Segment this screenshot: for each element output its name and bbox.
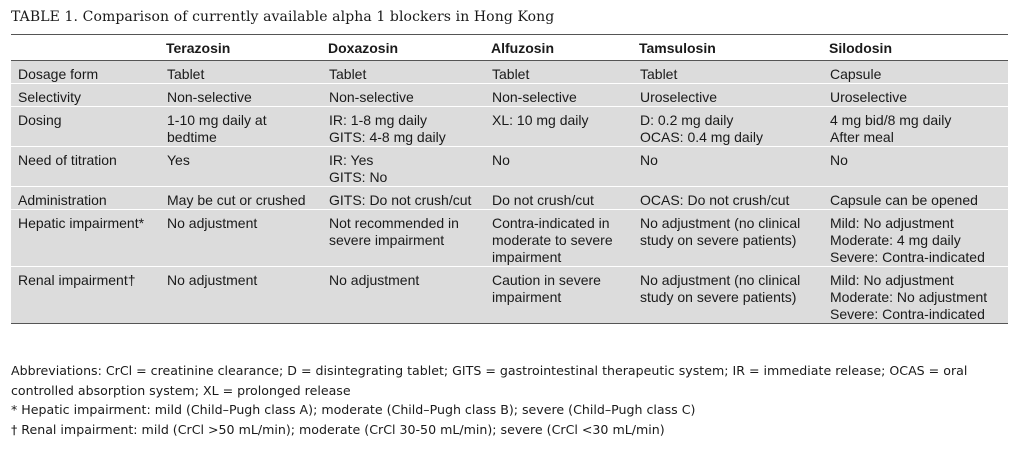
cell-text-line: Severe: Contra-indicated (830, 249, 985, 265)
table-body (11, 61, 1008, 324)
table-row (11, 147, 1008, 187)
cell-text-line: Non-selective (167, 89, 252, 105)
cell-text-line: Moderate: 4 mg daily (830, 232, 961, 248)
cell-text-line: 4 mg bid/8 mg daily (830, 112, 952, 128)
row-label: Selectivity (11, 84, 160, 107)
cell-text-line: Not recommended in (329, 215, 459, 231)
footnote-hepatic: * Hepatic impairment: mild (Child–Pugh class A); moderate (Child–Pugh class B); severe (Child–Pugh class C) (11, 402, 696, 417)
table-cell (633, 84, 823, 107)
cell-text-line: GITS: No (329, 169, 388, 185)
cell-text-line: 1-10 mg daily at (167, 112, 267, 128)
cell-text-line: Mild: No adjustment (830, 272, 954, 288)
table-cell (633, 147, 823, 187)
table-cell (485, 84, 633, 107)
cell-text-line: Mild: No adjustment (830, 215, 954, 231)
cell-text-line: No adjustment (167, 272, 258, 288)
table-cell (160, 267, 322, 324)
cell-text-line: study on severe patients) (640, 289, 797, 305)
table-cell (485, 61, 633, 84)
table-cell (823, 210, 1008, 267)
table-cell (485, 210, 633, 267)
cell-text-line: Non-selective (329, 89, 414, 105)
header-cell-empty (11, 35, 160, 61)
row-label: Hepatic impairment* (11, 210, 160, 267)
table-row (11, 107, 1008, 147)
row-label: Renal impairment† (11, 267, 160, 324)
row-label: Dosage form (11, 61, 160, 84)
table-cell (160, 210, 322, 267)
cell-text-line: GITS: 4-8 mg daily (329, 129, 446, 145)
header-cell-tamsulosin: Tamsulosin (633, 35, 823, 61)
table-cell (633, 107, 823, 147)
header-row (11, 35, 1008, 61)
cell-text-line: moderate to severe (492, 232, 613, 248)
table-cell (322, 267, 485, 324)
table-header (11, 35, 1008, 61)
comparison-table-container (11, 34, 1008, 324)
cell-text-line: impairment (492, 249, 562, 265)
table-cell (322, 107, 485, 147)
table-cell (160, 107, 322, 147)
cell-text-line: Uroselective (640, 89, 718, 105)
table-row (11, 61, 1008, 84)
cell-text-line: Yes (167, 152, 190, 168)
table-cell (485, 107, 633, 147)
cell-text-line: Tablet (492, 66, 530, 82)
table-cell (485, 187, 633, 210)
table-cell (823, 107, 1008, 147)
cell-text-line: Uroselective (830, 89, 908, 105)
cell-text-line: bedtime (167, 129, 217, 145)
cell-text-line: OCAS: Do not crush/cut (640, 192, 790, 208)
cell-text-line: Tablet (167, 66, 205, 82)
table-cell (322, 187, 485, 210)
cell-text-line: severe impairment (329, 232, 445, 248)
cell-text-line: Non-selective (492, 89, 577, 105)
cell-text-line: impairment (492, 289, 562, 305)
cell-text-line: Do not crush/cut (492, 192, 594, 208)
table-cell (633, 210, 823, 267)
row-label: Dosing (11, 107, 160, 147)
table-cell (322, 210, 485, 267)
table-row (11, 84, 1008, 107)
table-cell (322, 147, 485, 187)
table-cell (160, 187, 322, 210)
table-cell (633, 187, 823, 210)
table-cell (160, 84, 322, 107)
table-cell (160, 147, 322, 187)
header-cell-doxazosin: Doxazosin (322, 35, 485, 61)
cell-text-line: Severe: Contra-indicated (830, 306, 985, 322)
cell-text-line: Tablet (329, 66, 367, 82)
row-label: Need of titration (11, 147, 160, 187)
cell-text-line: No adjustment (167, 215, 258, 231)
cell-text-line: No adjustment (no clinical (640, 272, 801, 288)
cell-text-line: No (640, 152, 658, 168)
table-cell (823, 267, 1008, 324)
cell-text-line: No (830, 152, 848, 168)
header-cell-alfuzosin: Alfuzosin (485, 35, 633, 61)
cell-text-line: Caution in severe (492, 272, 601, 288)
table-cell (322, 84, 485, 107)
table-row (11, 210, 1008, 267)
table-cell (823, 84, 1008, 107)
header-cell-silodosin: Silodosin (823, 35, 1008, 61)
header-cell-terazosin: Terazosin (160, 35, 322, 61)
table-cell (485, 267, 633, 324)
cell-text-line: IR: 1-8 mg daily (329, 112, 428, 128)
cell-text-line: GITS: Do not crush/cut (329, 192, 472, 208)
table-cell (633, 267, 823, 324)
cell-text-line: IR: Yes (329, 152, 374, 168)
cell-text-line: Contra-indicated in (492, 215, 610, 231)
table-cell (823, 147, 1008, 187)
table-cell (823, 187, 1008, 210)
footnote-renal: † Renal impairment: mild (CrCl >50 mL/min); moderate (CrCl 30-50 mL/min); severe (CrCl <30 mL/min) (11, 421, 665, 437)
footnote-abbreviations: Abbreviations: CrCl = creatinine clearance; D = disintegrating tablet; GITS = gastrointestinal therapeutic system; IR = immediate release; OCAS = oral controlled absorption system; XL = prolonged release (11, 363, 968, 398)
footnotes (11, 361, 1011, 439)
cell-text-line: study on severe patients) (640, 232, 797, 248)
cell-text-line: After meal (830, 129, 894, 145)
cell-text-line: D: 0.2 mg daily (640, 112, 734, 128)
cell-text-line: May be cut or crushed (167, 192, 306, 208)
table-cell (322, 61, 485, 84)
table-caption: TABLE 1. Comparison of currently available alpha 1 blockers in Hong Kong (11, 9, 555, 25)
row-label: Administration (11, 187, 160, 210)
cell-text-line: Tablet (640, 66, 678, 82)
table-row (11, 267, 1008, 324)
cell-text-line: No adjustment (no clinical (640, 215, 801, 231)
table-cell (823, 61, 1008, 84)
cell-text-line: Capsule (830, 66, 882, 82)
cell-text-line: No (492, 152, 510, 168)
table-row (11, 187, 1008, 210)
table-cell (160, 61, 322, 84)
cell-text-line: Capsule can be opened (830, 192, 978, 208)
table-cell (633, 61, 823, 84)
comparison-table (11, 34, 1008, 324)
cell-text-line: No adjustment (329, 272, 420, 288)
cell-text-line: XL: 10 mg daily (492, 112, 589, 128)
cell-text-line: Moderate: No adjustment (830, 289, 988, 305)
table-cell (485, 147, 633, 187)
cell-text-line: OCAS: 0.4 mg daily (640, 129, 763, 145)
